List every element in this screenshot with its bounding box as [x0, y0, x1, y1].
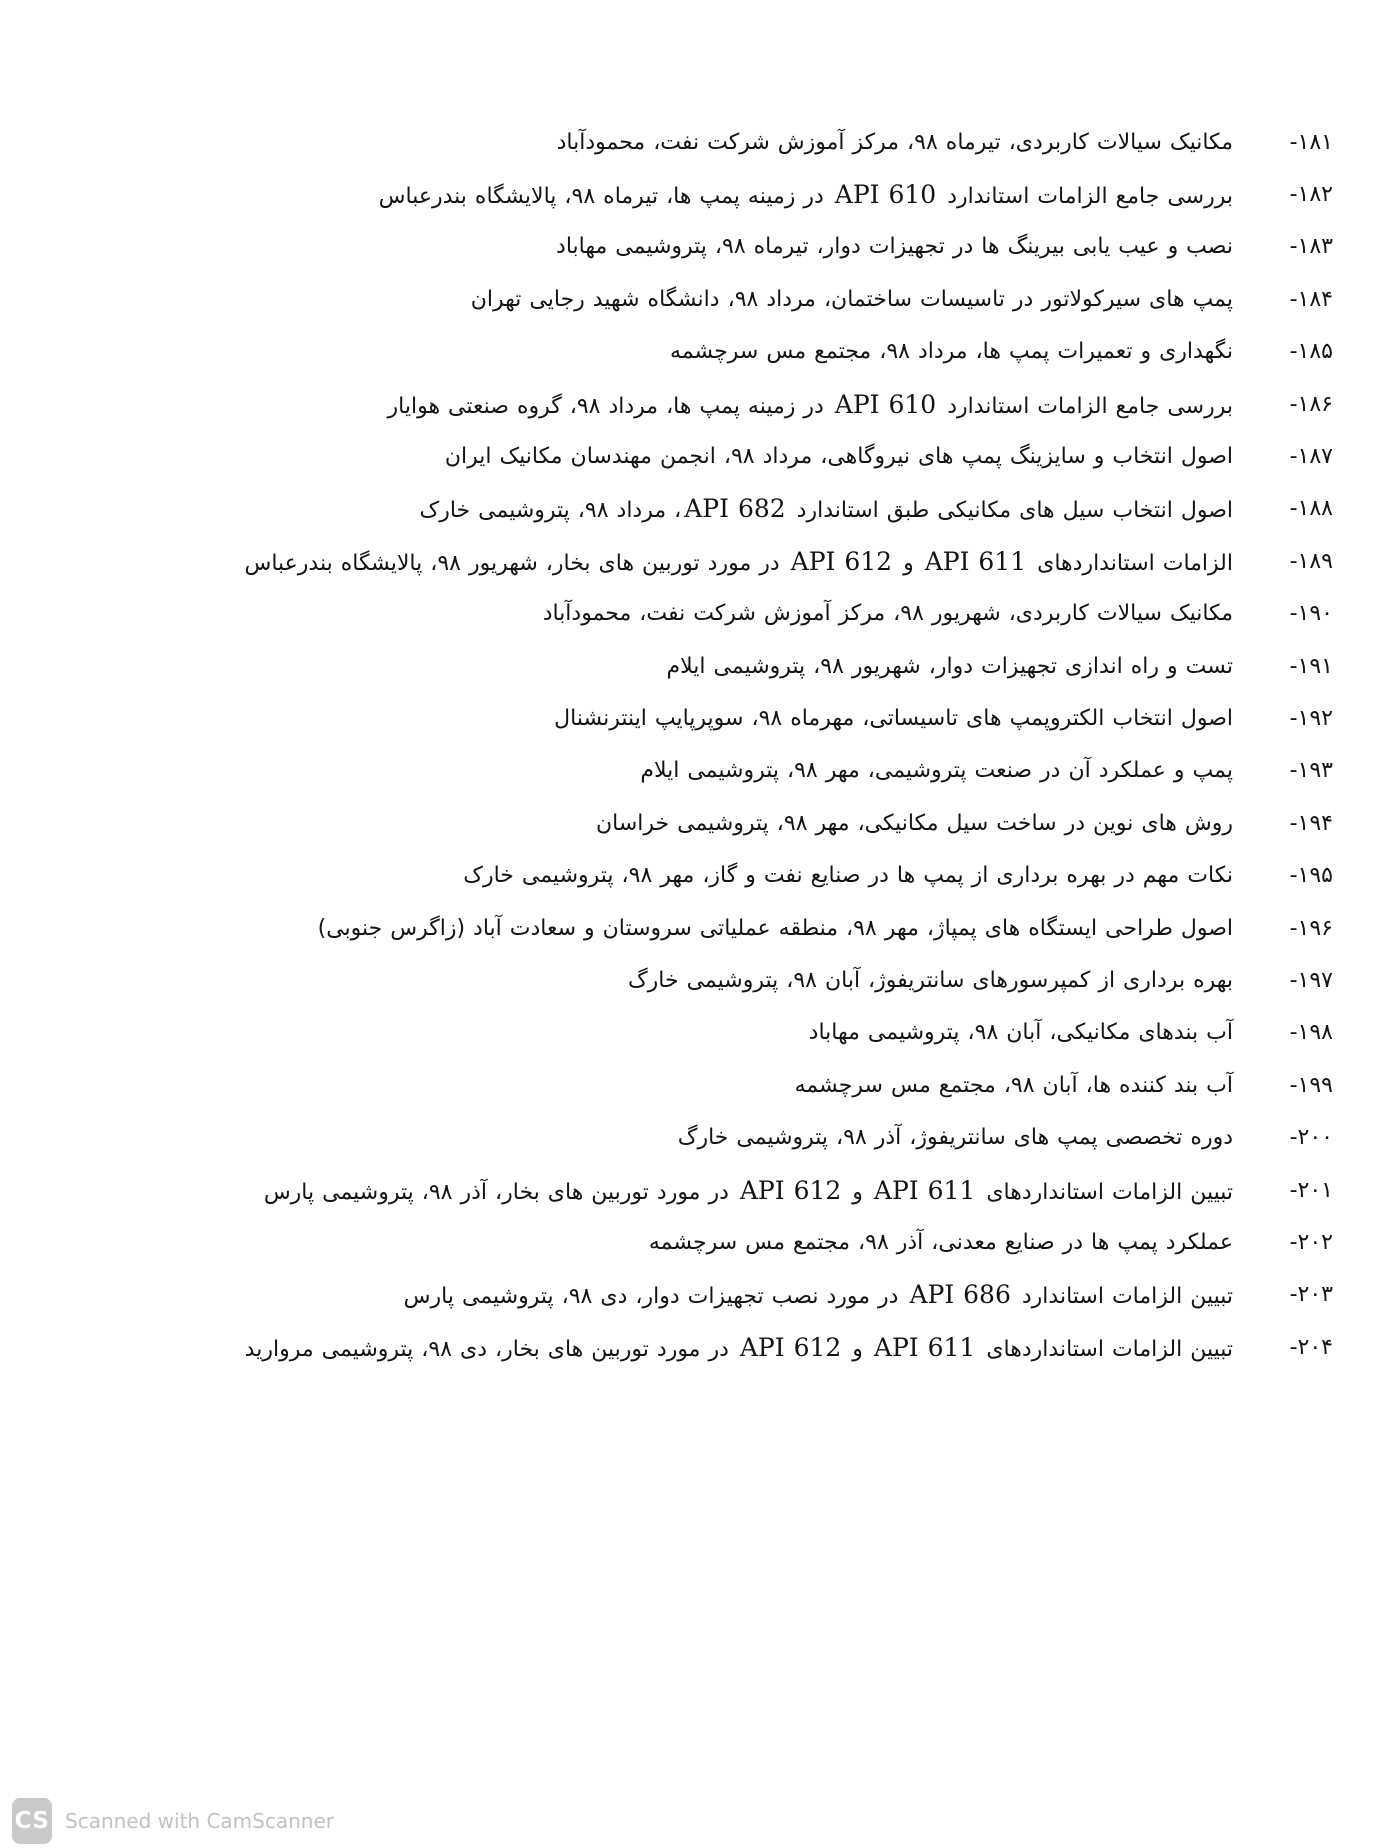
item-text: اصول انتخاب و سایزینگ پمپ های نیروگاهی، مرداد ۹۸، انجمن مهندسان مکانیک ایران: [444, 444, 1233, 470]
item-number: ۱۹۳-: [1289, 758, 1333, 784]
course-list: [40, 116, 1333, 1373]
list-item: [40, 273, 1333, 325]
item-text: دوره تخصصی پمپ های سانتریفوژ، آذر ۹۸، پتروشیمی خارگ: [677, 1125, 1233, 1151]
api-standard-ref: API 611: [873, 1175, 976, 1205]
item-number: ۲۰۳-: [1289, 1282, 1333, 1308]
item-text: تبیین الزامات استانداردهای API 611 و API 612 در مورد توربین های بخار، آذر ۹۸، پتروشیمی پارس: [263, 1175, 1233, 1205]
item-number: ۱۹۲-: [1289, 705, 1333, 731]
item-text: آب بند کننده ها، آبان ۹۸، مجتمع مس سرچشمه: [794, 1072, 1233, 1098]
list-item: [40, 1216, 1333, 1268]
list-item: [40, 902, 1333, 954]
item-text: اصول طراحی ایستگاه های پمپاژ، مهر ۹۸، منطقه عملیاتی سروستان و سعادت آباد (زاگرس جنوبی): [317, 915, 1233, 941]
list-item: [40, 1111, 1333, 1163]
api-standard-ref: API 682: [684, 494, 786, 524]
item-number: ۱۸۵-: [1289, 339, 1333, 365]
item-text: آب بندهای مکانیکی، آبان ۹۸، پتروشیمی مهاباد: [808, 1020, 1233, 1046]
camscanner-watermark-text: Scanned with CamScanner: [65, 1809, 334, 1833]
list-item: [40, 378, 1333, 430]
item-text: بهره برداری از کمپرسورهای سانتریفوژ، آبان ۹۸، پتروشیمی خارگ: [627, 967, 1233, 993]
list-item: [40, 1321, 1333, 1373]
list-item: [40, 1269, 1333, 1321]
list-item: [40, 745, 1333, 797]
item-number: ۱۹۹-: [1289, 1072, 1333, 1098]
list-item: [40, 954, 1333, 1006]
item-text: تبیین الزامات استاندارد API 686 در مورد نصب تجهیزات دوار، دی ۹۸، پتروشیمی پارس: [403, 1280, 1233, 1310]
item-text: روش های نوین در ساخت سیل مکانیکی، مهر ۹۸، پتروشیمی خراسان: [595, 810, 1233, 836]
api-standard-ref: API 610: [834, 389, 937, 419]
list-item: [40, 1007, 1333, 1059]
item-number: ۱۸۱-: [1289, 129, 1333, 155]
item-text: مکانیک سیالات کاربردی، تیرماه ۹۸، مرکز آموزش شرکت نفت، محمودآباد: [556, 129, 1233, 155]
item-text: مکانیک سیالات کاربردی، شهریور ۹۸، مرکز آموزش شرکت نفت، محمودآباد: [542, 601, 1233, 627]
item-number: ۱۸۸-: [1289, 496, 1333, 522]
list-item: [40, 430, 1333, 482]
list-item: [40, 849, 1333, 901]
item-number: ۱۸۴-: [1289, 286, 1333, 312]
item-text: عملکرد پمپ ها در صنایع معدنی، آذر ۹۸، مجتمع مس سرچشمه: [648, 1229, 1233, 1255]
item-text: نکات مهم در بهره برداری از پمپ ها در صنایع نفت و گاز، مهر ۹۸، پتروشیمی خارک: [463, 863, 1233, 889]
list-item: [40, 116, 1333, 168]
list-item: [40, 692, 1333, 744]
item-text: الزامات استانداردهای API 611 و API 612 در مورد توربین های بخار، شهریور ۹۸، پالایشگاه بندرعباس: [244, 546, 1233, 576]
list-item: [40, 640, 1333, 692]
item-text: اصول انتخاب سیل های مکانیکی طبق استاندارد API 682، مرداد ۹۸، پتروشیمی خارک: [419, 494, 1233, 524]
list-item: [40, 168, 1333, 220]
api-standard-ref: API 611: [873, 1332, 976, 1362]
item-number: ۲۰۴-: [1289, 1334, 1333, 1360]
item-number: ۱۹۷-: [1289, 967, 1333, 993]
camscanner-logo-icon: [12, 1798, 52, 1844]
item-text: بررسی جامع الزامات استاندارد API 610 در زمینه پمپ ها، مرداد ۹۸، گروه صنعتی هوایار: [387, 389, 1233, 419]
item-number: ۲۰۰-: [1289, 1125, 1333, 1151]
list-item: [40, 483, 1333, 535]
item-number: ۱۸۲-: [1289, 182, 1333, 208]
api-standard-ref: API 612: [739, 1332, 842, 1362]
item-number: ۲۰۲-: [1289, 1229, 1333, 1255]
item-number: ۱۹۵-: [1289, 863, 1333, 889]
list-item: [40, 535, 1333, 587]
api-standard-ref: API 611: [924, 546, 1027, 576]
item-number: ۱۹۸-: [1289, 1020, 1333, 1046]
item-number: ۱۹۰-: [1289, 601, 1333, 627]
api-standard-ref: API 612: [790, 546, 893, 576]
list-item: [40, 1059, 1333, 1111]
list-item: [40, 797, 1333, 849]
item-number: ۱۹۴-: [1289, 810, 1333, 836]
list-item: [40, 588, 1333, 640]
list-item: [40, 221, 1333, 273]
list-item: [40, 326, 1333, 378]
item-number: ۱۸۶-: [1289, 391, 1333, 417]
item-text: بررسی جامع الزامات استاندارد API 610 در زمینه پمپ ها، تیرماه ۹۸، پالایشگاه بندرعباس: [378, 180, 1233, 210]
item-text: تبیین الزامات استانداردهای API 611 و API 612 در مورد توربین های بخار، دی ۹۸، پتروشیمی مروارید: [244, 1332, 1233, 1362]
api-standard-ref: API 610: [834, 180, 937, 210]
item-text: تست و راه اندازی تجهیزات دوار، شهریور ۹۸، پتروشیمی ایلام: [666, 653, 1233, 679]
item-text: نصب و عیب یابی بیرینگ ها در تجهیزات دوار، تیرماه ۹۸، پتروشیمی مهاباد: [556, 234, 1233, 260]
item-number: ۱۸۹-: [1289, 548, 1333, 574]
item-text: اصول انتخاب الکتروپمپ های تاسیساتی، مهرماه ۹۸، سوپرپایپ اینترنشنال: [554, 705, 1233, 731]
camscanner-logo-text: CS: [14, 1808, 50, 1834]
item-number: ۱۹۱-: [1289, 653, 1333, 679]
item-text: پمپ های سیرکولاتور در تاسیسات ساختمان، مرداد ۹۸، دانشگاه شهید رجایی تهران: [470, 286, 1233, 312]
item-number: ۱۸۷-: [1289, 444, 1333, 470]
item-number: ۱۹۶-: [1289, 915, 1333, 941]
item-text: نگهداری و تعمیرات پمپ ها، مرداد ۹۸، مجتمع مس سرچشمه: [670, 339, 1233, 365]
item-number: ۲۰۱-: [1289, 1177, 1333, 1203]
list-item: [40, 1164, 1333, 1216]
api-standard-ref: API 686: [909, 1280, 1011, 1310]
api-standard-ref: API 612: [739, 1175, 842, 1205]
item-number: ۱۸۳-: [1289, 234, 1333, 260]
item-text: پمپ و عملکرد آن در صنعت پتروشیمی، مهر ۹۸، پتروشیمی ایلام: [640, 758, 1233, 784]
camscanner-watermark: [12, 1798, 334, 1844]
